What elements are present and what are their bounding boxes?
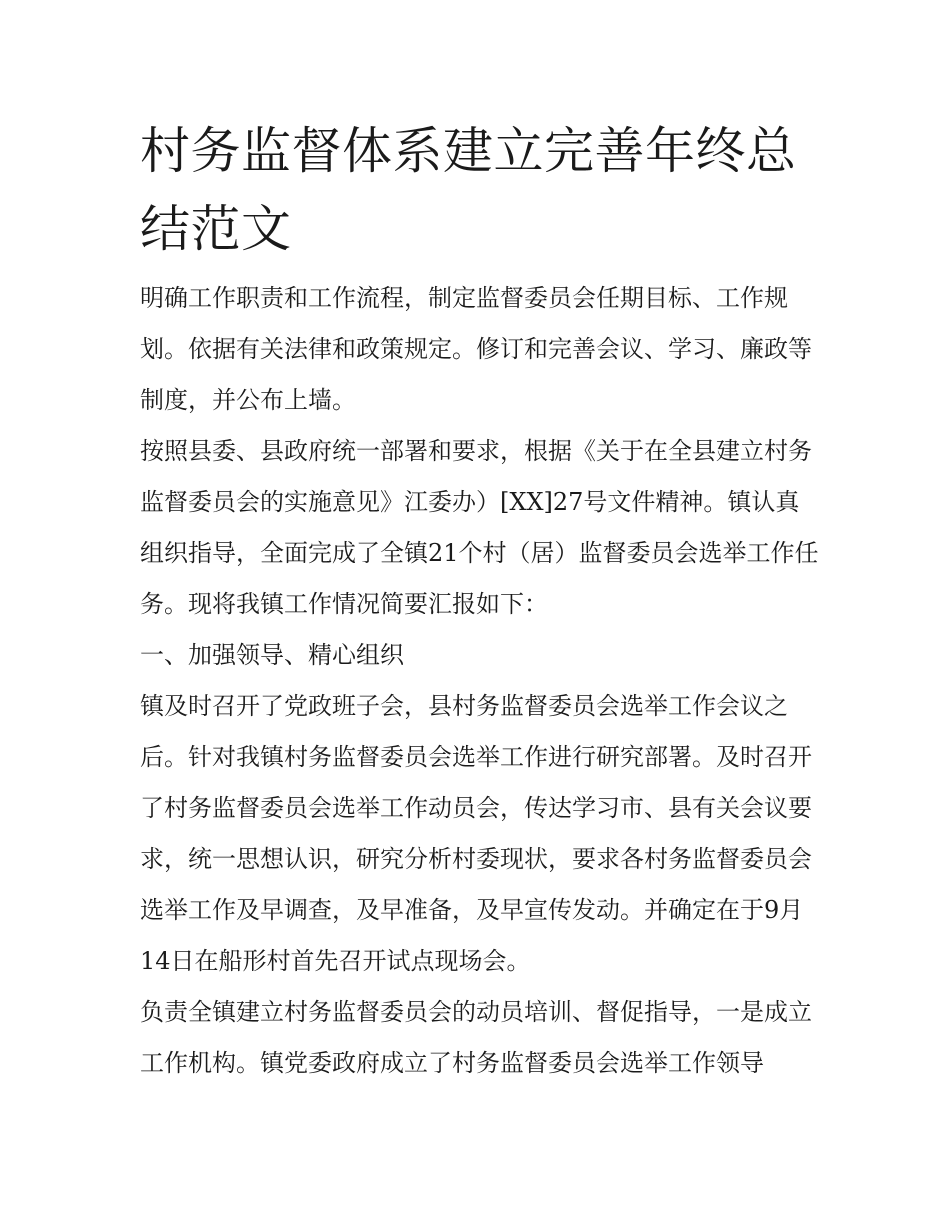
document-title: 村务监督体系建立完善年终总结范文 xyxy=(140,122,797,258)
section-heading: 一、加强领导、精心组织 xyxy=(140,641,404,669)
document-body xyxy=(140,273,820,1089)
paragraph: 按照县委、县政府统一部署和要求，根据《关于在全县建立村务监督委员会的实施意见》江委办）[XX]27号文件精神。镇认真组织指导，全面完成了全镇21个村（居）监督委员会选举工作任务。现将我镇工作情况简要汇报如下： xyxy=(140,437,819,618)
paragraph: 镇及时召开了党政班子会，县村务监督委员会选举工作会议之后。针对我镇村务监督委员会选举工作进行研究部署。及时召开了村务监督委员会选举工作动员会，传达学习市、县有关会议要求，统一思想认识，研究分析村委现状，要求各村务监督委员会选举工作及早调查，及早准备，及早宣传发动。并确定在于9月14日在船形村首先召开试点现场会。 xyxy=(140,692,812,975)
paragraph: 明确工作职责和工作流程，制定监督委员会任期目标、工作规划。依据有关法律和政策规定。修订和完善会议、学习、廉政等制度，并公布上墙。 xyxy=(140,284,812,414)
paragraph: 负责全镇建立村务监督委员会的动员培训、督促指导，一是成立工作机构。镇党委政府成立了村务监督委员会选举工作领导 xyxy=(140,998,812,1077)
